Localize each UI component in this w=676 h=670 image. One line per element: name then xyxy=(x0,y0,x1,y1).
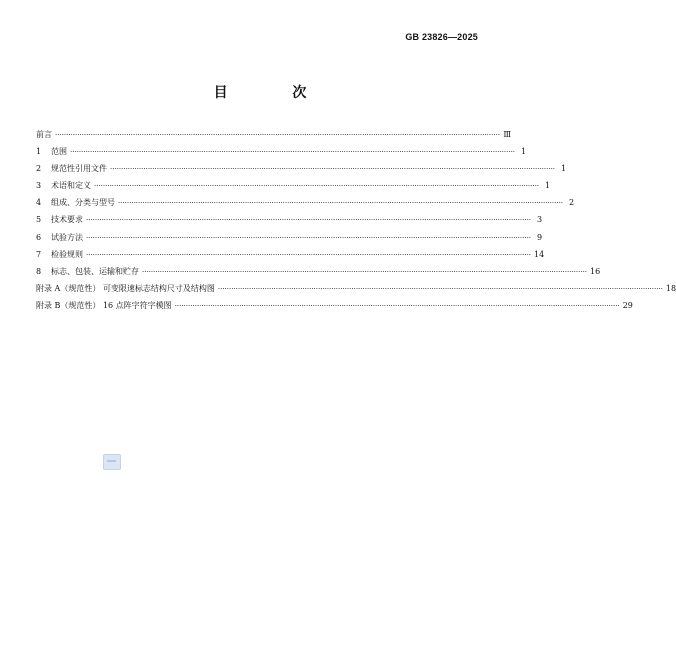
toc-entry-title: 附录 B（规范性） 16 点阵字符字模图 xyxy=(36,300,172,310)
leader-dots: ········································································································································································································ xyxy=(55,131,501,139)
toc-entry-page: 9 xyxy=(536,232,543,242)
toc-entry[interactable] xyxy=(36,177,551,194)
leader-dots: ········································································································································································································ xyxy=(118,199,564,208)
toc-entry-page: 3 xyxy=(536,215,543,225)
toc-entry-page: 2 xyxy=(568,198,575,208)
toc-entry-number: 8 xyxy=(36,266,42,276)
leader-dots: ········································································································································································································ xyxy=(94,182,540,191)
page-title: 目 次 xyxy=(213,85,337,101)
toc-entry-title: 附录 A（规范性） 可变限速标志结构尺寸及结构图 xyxy=(36,283,215,293)
toc-entry[interactable] xyxy=(36,126,512,143)
toc-entry-page: 18 xyxy=(665,283,676,293)
toc-entry-page: 1 xyxy=(544,181,551,191)
toc-entry-number: 6 xyxy=(36,232,42,242)
leader-dots: ········································································································································································································ xyxy=(110,165,556,174)
toc-entry[interactable] xyxy=(36,143,527,160)
toc-entry-title: 组成、分类与型号 xyxy=(51,198,115,208)
toc-entry[interactable] xyxy=(36,263,601,280)
leader-dots: ········································································································································································································ xyxy=(174,301,620,310)
watermark-stamp-icon xyxy=(103,454,121,470)
toc-entry-page: 1 xyxy=(520,147,527,157)
toc-entry[interactable] xyxy=(36,211,543,228)
toc-entry-title: 检验规则 xyxy=(51,249,83,259)
toc-entry-page: 14 xyxy=(534,249,545,259)
toc-entry-title: 范围 xyxy=(51,147,67,157)
toc-entry-title: 技术要求 xyxy=(51,215,83,225)
leader-dots: ········································································································································································································ xyxy=(142,267,588,276)
toc-entry-title: 规范性引用文件 xyxy=(51,164,107,174)
leader-dots: ········································································································································································································ xyxy=(70,148,516,157)
toc-entry[interactable] xyxy=(36,229,543,246)
toc-entry[interactable] xyxy=(36,246,545,263)
leader-dots: ········································································································································································································ xyxy=(217,284,663,293)
toc-entry-number: 1 xyxy=(36,147,42,157)
toc-entry[interactable] xyxy=(36,280,676,297)
toc-entry-title: 试验方法 xyxy=(51,232,83,242)
toc-entry-number: 2 xyxy=(36,164,42,174)
toc-entry-page: 1 xyxy=(560,164,567,174)
toc-entry-page: 29 xyxy=(622,300,633,310)
table-of-contents xyxy=(36,126,676,314)
toc-entry-page: 16 xyxy=(590,266,601,276)
toc-entry-title: 标志、包装、运输和贮存 xyxy=(51,266,139,276)
toc-entry-title: 前言 xyxy=(36,130,52,139)
standard-number: GB 23826—2025 xyxy=(405,32,478,42)
toc-entry-number: 7 xyxy=(36,249,42,259)
toc-entry-number: 5 xyxy=(36,215,42,225)
leader-dots: ········································································································································································································ xyxy=(86,216,532,225)
toc-entry[interactable] xyxy=(36,297,633,314)
leader-dots: ········································································································································································································ xyxy=(86,250,532,259)
toc-entry[interactable] xyxy=(36,194,575,211)
toc-entry-number: 3 xyxy=(36,181,42,191)
leader-dots: ········································································································································································································ xyxy=(86,233,532,242)
toc-entry-title: 术语和定义 xyxy=(51,181,91,191)
toc-entry-number: 4 xyxy=(36,198,42,208)
toc-entry-page: Ⅲ xyxy=(503,130,512,139)
toc-entry[interactable] xyxy=(36,160,567,177)
